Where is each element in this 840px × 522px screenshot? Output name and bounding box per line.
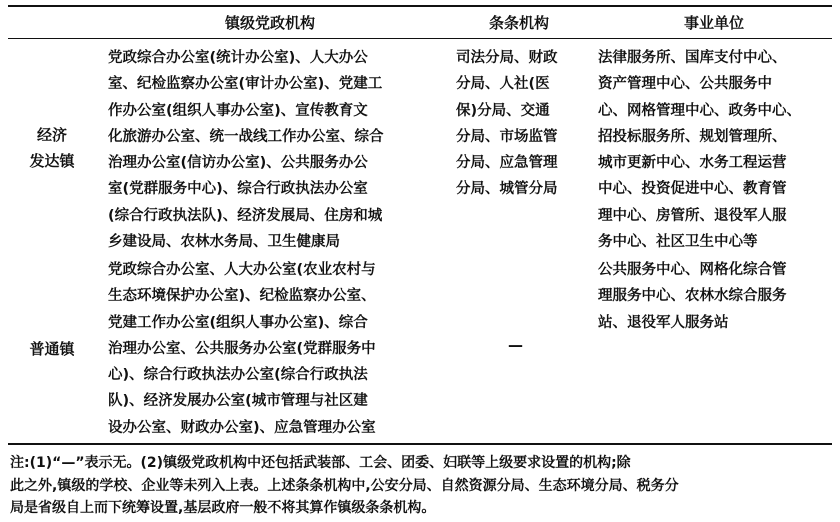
cell-line: 资产管理中心、公共服务中 (598, 76, 772, 93)
cell-line: 分局、城管分局 (456, 181, 558, 198)
table-footnote (10, 452, 830, 520)
cell-line: 生态环境保护办公室)、纪检监察办公室、 (108, 288, 376, 305)
footnote-line: 注:(1)“—”表示无。(2)镇级党政机构中还包括武装部、工会、团委、妇联等上级要求设置的机构;除 (10, 455, 631, 471)
cell-line: 心、网格管理中心、政务中心、 (598, 102, 801, 119)
ordinary-town-public-institutions-cell (598, 257, 832, 336)
cell-line: 站、退役军人服务站 (598, 314, 729, 331)
cell-line: 理服务中心、农林水综合服务 (598, 288, 787, 305)
cell-line: 分局、市场监管 (456, 128, 558, 145)
header-town-agencies: 镇级党政机构 (224, 14, 315, 32)
developed-town-vertical-agencies-cell (456, 45, 588, 203)
cell-line: 室(党群服务中心)、综合行政执法办公室 (108, 181, 368, 198)
cell-line: 法律服务所、国库支付中心、 (598, 50, 787, 66)
cell-line: 分局、人社(医 (456, 76, 550, 93)
cell-line: 乡建设局、农林水务局、卫生健康局 (108, 234, 340, 251)
cell-line: 作办公室(组织人事办公室)、宣传教育文 (108, 102, 368, 119)
cell-line: (综合行政执法队)、经济发展局、住房和城 (108, 207, 383, 224)
cell-line: 务中心、社区卫生中心等 (598, 234, 758, 251)
cell-line: 治理办公室(信访办公室)、公共服务办公 (108, 155, 368, 172)
cell-line: 化旅游办公室、统一战线工作办公室、综合 (108, 128, 384, 145)
ordinary-town-agencies-cell (108, 257, 440, 441)
developed-town-agencies-cell (108, 45, 440, 255)
header-vertical-agencies: 条条机构 (488, 14, 549, 32)
cell-line: 党政综合办公室(统计办公室)、人大办公 (108, 50, 368, 66)
cell-line: 党建工作办公室(组织人事办公室)、综合 (108, 314, 368, 331)
table-header-rule (8, 38, 832, 39)
row-label-developed-town (12, 122, 92, 174)
cell-line: 分局、应急管理 (456, 155, 558, 172)
cell-line: 室、纪检监察办公室(审计办公室)、党建工 (108, 76, 383, 93)
table-top-rule (8, 5, 832, 7)
row-label-line: 经济 (36, 126, 67, 144)
row-label-line: 普通镇 (29, 340, 75, 358)
cell-line: 司法分局、财政 (456, 50, 558, 66)
cell-line: 公共服务中心、网格化综合管 (598, 262, 787, 278)
footnote-line: 局是省级自上而下统筹设置,基层政府一般不将其算作镇级条条机构。 (10, 500, 436, 516)
cell-line: 治理办公室、公共服务办公室(党群服务中 (108, 340, 376, 357)
cell-line: 保)分局、交通 (456, 102, 550, 119)
table-bottom-rule (8, 443, 832, 445)
cell-line: 队)、经济发展办公室(城市管理与社区建 (108, 393, 368, 410)
row-label-ordinary-town (12, 336, 92, 362)
cell-line: 招投标服务所、规划管理所、 (598, 128, 787, 145)
header-public-institutions: 事业单位 (683, 14, 744, 32)
cell-line: 设办公室、财政办公室)、应急管理办公室 (108, 419, 376, 436)
ordinary-town-vertical-agencies-dash: — (508, 336, 523, 354)
footnote-line: 此之外,镇级的学校、企业等未列入上表。上述条条机构中,公安分局、自然资源分局、生态环境分局、税务分 (10, 477, 679, 494)
cell-line: 心)、综合行政执法办公室(综合行政执法 (108, 367, 368, 384)
row-label-line: 发达镇 (29, 152, 75, 170)
cell-line: 党政综合办公室、人大办公室(农业农村与 (108, 262, 376, 278)
cell-line: 城市更新中心、水务工程运营 (598, 155, 787, 172)
developed-town-public-institutions-cell (598, 45, 832, 255)
cell-line: 理中心、房管所、退役军人服 (598, 207, 787, 224)
cell-line: 中心、投资促进中心、教育管 (598, 181, 787, 198)
